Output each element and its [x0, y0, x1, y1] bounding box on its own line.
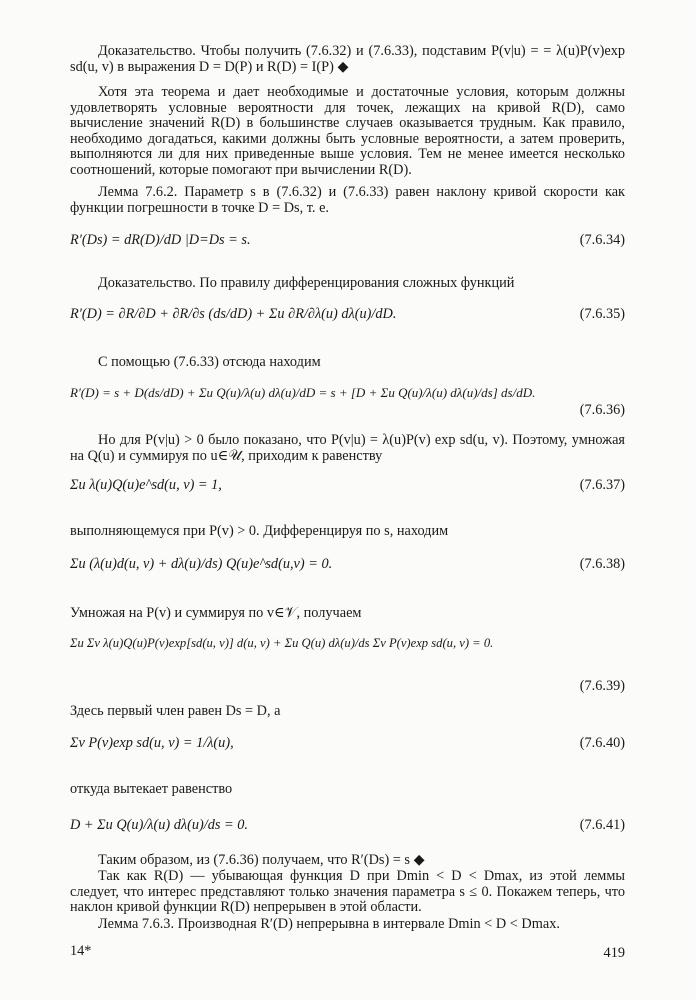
paragraph-proof-1-text: Доказательство. Чтобы получить (7.6.32) и (7.6.33), подставим P(v|u) = = λ(u)P(v)exp sd(u, v) в выражения D = D(P) и R(D) = I(P) ◆: [70, 43, 625, 75]
equation-7-6-40: [70, 735, 625, 775]
equation-7-6-38-number: (7.6.38): [579, 556, 625, 572]
equation-7-6-39-number: (7.6.39): [579, 678, 625, 694]
text-multiplying: [70, 606, 625, 622]
equation-7-6-38: [70, 556, 625, 596]
footer-signature-mark: [70, 944, 130, 960]
equation-7-6-39-body: Σu Σv λ(u)Q(u)P(v)exp[sd(u, v)] d(u, v) + Σu Q(u) dλ(u)/ds Σv P(v)exp sd(u, v) = 0.: [70, 636, 494, 650]
paragraph-decreasing-text: Так как R(D) — убывающая функция D при Dmin < D < Dmax, из этой леммы следует, что интерес представляют только значения параметра s ≤ 0. Покажем теперь, что наклон кривой функции R(D) непрерывен в этой области.: [70, 868, 625, 915]
equation-7-6-41-number: (7.6.41): [579, 817, 625, 833]
equation-7-6-41-body: D + Σu Q(u)/λ(u) dλ(u)/ds = 0.: [70, 817, 248, 833]
text-conclusion: [70, 853, 625, 869]
paragraph-proof-1: [70, 44, 625, 75]
lemma-7-6-2: [70, 185, 625, 216]
text-with-7-6-33-text: С помощью (7.6.33) отсюда находим: [98, 354, 321, 370]
lemma-7-6-2-text: Лемма 7.6.2. Параметр s в (7.6.32) и (7.6.33) равен наклону кривой скорости как функции погрешности в точке D = Ds, т. е.: [70, 184, 625, 216]
equation-7-6-41: [70, 817, 625, 857]
equation-7-6-40-body: Σv P(v)exp sd(u, v) = 1/λ(u),: [70, 735, 234, 751]
text-differentiating: [70, 524, 625, 540]
lemma-7-6-3: [70, 917, 625, 933]
paragraph-positive-p-text: Но для P(v|u) > 0 было показано, что P(v|u) = λ(u)P(v) exp sd(u, v). Поэтому, умножая на Q(u) и суммируя по u∈𝒰, приходим к равенству: [70, 432, 625, 464]
equation-7-6-40-number: (7.6.40): [579, 735, 625, 751]
paragraph-decreasing: [70, 869, 625, 916]
equation-7-6-35: [70, 306, 625, 346]
page-number-text: 419: [603, 945, 625, 961]
equation-7-6-34-body: R′(Ds) = dR(D)/dD |D=Ds = s.: [70, 232, 251, 248]
text-with-7-6-33: [70, 355, 625, 371]
text-differentiating-text: выполняющемуся при P(v) > 0. Дифференцируя по s, находим: [70, 523, 449, 539]
equation-7-6-39: [70, 636, 625, 696]
equation-7-6-37-body: Σu λ(u)Q(u)e^sd(u, v) = 1,: [70, 477, 222, 493]
equation-7-6-35-number: (7.6.35): [579, 306, 625, 322]
paragraph-positive-p: [70, 433, 625, 464]
equation-7-6-36: [70, 385, 625, 425]
equation-7-6-34: [70, 232, 625, 272]
equation-7-6-37-number: (7.6.37): [579, 477, 625, 493]
equation-7-6-35-body: R′(D) = ∂R/∂D + ∂R/∂s (ds/dD) + Σu ∂R/∂λ(u) dλ(u)/dD.: [70, 306, 397, 322]
equation-7-6-37: [70, 477, 625, 517]
paragraph-theorem-remark: [70, 85, 625, 178]
text-hence-text: откуда вытекает равенство: [70, 781, 233, 797]
lemma-7-6-3-text: Лемма 7.6.3. Производная R′(D) непрерывна в интервале Dmin < D < Dmax.: [98, 916, 560, 932]
text-first-term: [70, 704, 625, 720]
page-number: [595, 946, 625, 962]
proof-lemma-7-6-2: [70, 276, 625, 292]
text-first-term-text: Здесь первый член равен Ds = D, а: [70, 703, 281, 719]
equation-7-6-36-number: (7.6.36): [579, 402, 625, 418]
text-conclusion-text: Таким образом, из (7.6.36) получаем, что R′(Ds) = s ◆: [98, 852, 425, 868]
equation-7-6-38-body: Σu (λ(u)d(u, v) + dλ(u)/ds) Q(u)e^sd(u,v) = 0.: [70, 556, 333, 572]
text-multiplying-text: Умножая на P(v) и суммируя по v∈𝒱, получаем: [70, 605, 362, 621]
equation-7-6-36-body: R′(D) = s + D(ds/dD) + Σu Q(u)/λ(u) dλ(u)/dD = s + [D + Σu Q(u)/λ(u) dλ(u)/ds] ds/dD.: [70, 385, 536, 400]
text-hence: [70, 782, 625, 798]
paragraph-theorem-remark-text: Хотя эта теорема и дает необходимые и достаточные условия, которым должны удовлетворять условные вероятности для точек, лежащих на кривой R(D), само вычисление значений R(D) в большинстве случаев оказывается трудным. Как правило, необходимо догадаться, какими должны быть условные вероятности, а затем проверить, выполняются ли для них приведенные выше условия. Тем не менее имеется несколько соотношений, которые помогают при вычислении R(D).: [70, 84, 625, 178]
footer-signature-mark-text: 14*: [70, 943, 92, 959]
equation-7-6-34-number: (7.6.34): [579, 232, 625, 248]
proof-lemma-7-6-2-text: Доказательство. По правилу дифференцирования сложных функций: [98, 275, 515, 291]
